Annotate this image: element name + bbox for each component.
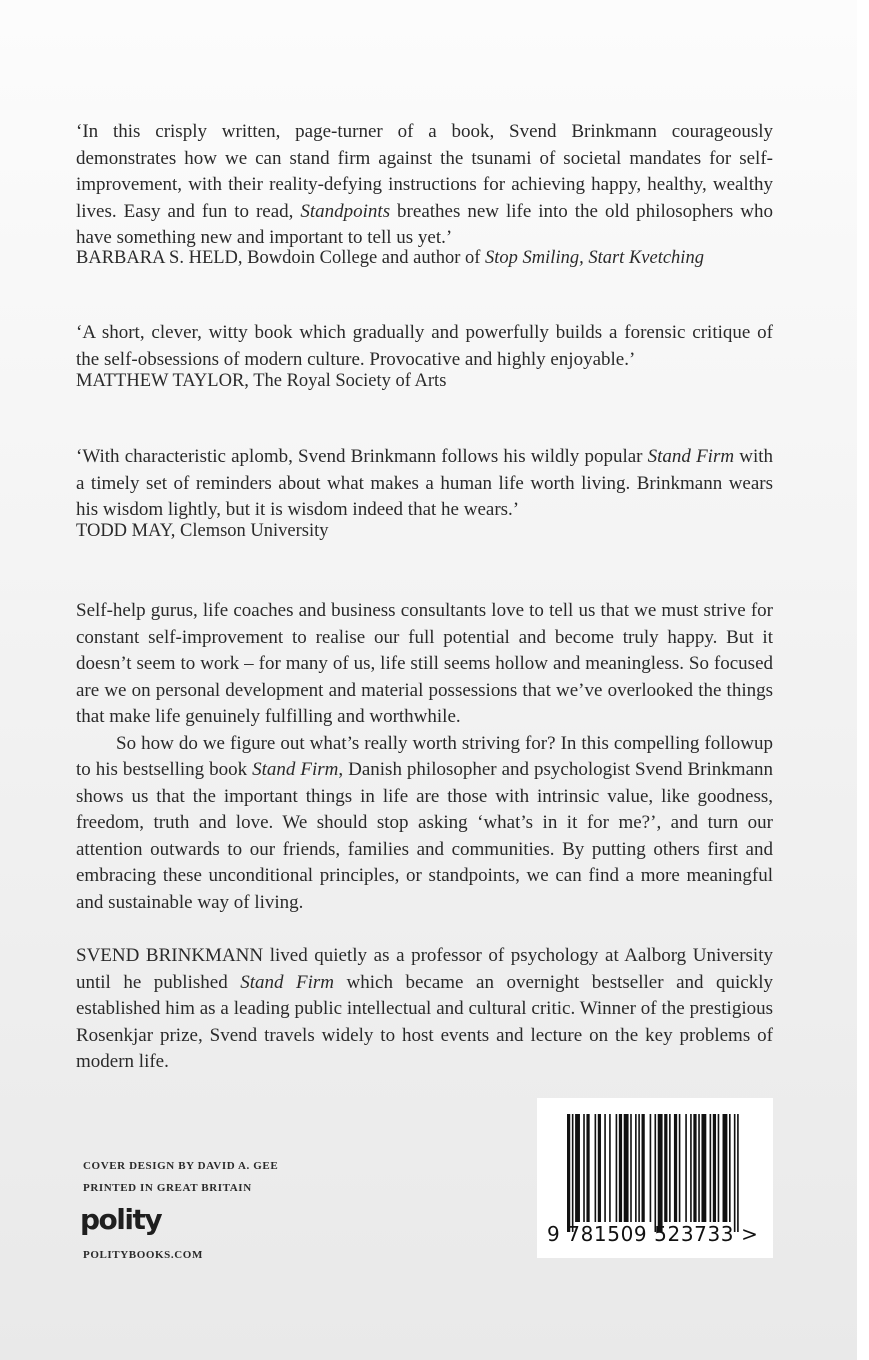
barcode-bar xyxy=(685,1114,687,1222)
cover-design-credit: COVER DESIGN BY DAVID A. GEE xyxy=(83,1160,279,1172)
barcode-bar xyxy=(575,1114,580,1222)
text-run: MATTHEW TAYLOR, The Royal Society of Arts xyxy=(76,371,447,391)
barcode-bar xyxy=(619,1114,622,1222)
barcode-bar xyxy=(642,1114,645,1222)
text-run: TODD MAY, Clemson University xyxy=(76,521,329,541)
barcode-bar xyxy=(674,1114,677,1222)
barcode-bar xyxy=(638,1114,640,1222)
barcode-bar xyxy=(635,1114,637,1222)
barcode-bar xyxy=(572,1114,574,1232)
text-run: ‘A short, clever, witty book which gradually and powerfully builds a forensic critique of the self-obsessions of modern culture. Provocative and highly enjoyable.’ xyxy=(76,322,773,370)
description-paragraph-1 xyxy=(76,598,773,731)
text-run: So how do we figure out what’s really worth striving for? In this compelling followup to his bestselling book xyxy=(76,732,773,780)
text-run: ‘In this crisply written, page-turner of a book, Svend Brinkmann courageously demonstrates how we can stand firm against the tsunami of societal mandates for self-improvement, with their reality-defying instructions for achieving happy, healthy, wealthy lives. Easy and fun to read, xyxy=(76,121,773,222)
barcode-bar xyxy=(693,1114,696,1222)
barcode-bar xyxy=(718,1114,720,1222)
isbn-number: 9 781509 523733 > xyxy=(547,1222,759,1246)
italic-title: Stop Smiling, Start Kvetching xyxy=(485,248,704,268)
italic-title: Stand Firm xyxy=(647,446,735,467)
barcode-bar xyxy=(701,1114,706,1222)
barcode-bar xyxy=(664,1114,667,1222)
italic-title: Stand Firm xyxy=(252,759,339,780)
barcode-bar xyxy=(616,1114,618,1222)
review-quote-1-text xyxy=(76,119,773,252)
description-paragraph-2 xyxy=(76,731,773,917)
printed-in-credit: PRINTED IN GREAT BRITAIN xyxy=(83,1182,252,1194)
barcode-bar xyxy=(669,1114,671,1222)
barcode-bar xyxy=(729,1114,731,1222)
barcode-bar xyxy=(654,1114,656,1232)
text-run: with a timely set of reminders about what makes a human life worth living. Brinkmann wears his wisdom lightly, but it is wisdom indeed that he wears.’ xyxy=(76,446,774,520)
author-bio xyxy=(76,943,773,1076)
review-quote-3-text xyxy=(76,444,773,524)
barcode-bar xyxy=(723,1114,728,1222)
text-run: Self-help gurus, life coaches and business consultants love to tell us that we must strive for constant self-improvement to realise our full potential and become truly happy. But it doesn’t seem to work – for many of us, life still seems hollow and meaningless. So focused are we on personal development and material possessions that we’ve overlooked the things that make life genuinely fulfilling and worthwhile. xyxy=(76,600,773,727)
barcode-bar xyxy=(658,1114,663,1232)
text-run: ‘With characteristic aplomb, Svend Brinkmann follows his wildly popular xyxy=(76,446,648,467)
barcode-bar xyxy=(624,1114,629,1222)
barcode-bar xyxy=(713,1114,716,1222)
text-run: which became an overnight bestseller and quickly established him as a leading public intellectual and cultural critic. Winner of the prestigious Rosenkjar prize, Svend travels widely to host events and lecture on the key problems of modern life. xyxy=(76,971,774,1072)
barcode-bar xyxy=(586,1114,589,1222)
text-run: breathes new life into the old philosophers who have something new and important to tell us yet.’ xyxy=(76,200,773,248)
text-run: BARBARA S. HELD, Bowdoin College and author of xyxy=(76,248,486,268)
italic-title: Standpoints xyxy=(300,200,391,222)
barcode-bar xyxy=(650,1114,652,1222)
review-quote-2-text xyxy=(76,320,773,373)
review-attribution-2 xyxy=(76,368,776,394)
barcode-bar xyxy=(567,1114,570,1232)
barcode-bar xyxy=(710,1114,712,1222)
book-description xyxy=(76,598,773,916)
barcode-bar xyxy=(734,1114,736,1232)
text-run: , Danish philosopher and psychologist Svend Brinkmann shows us that the important things in life are those with intrinsic value, like goodness, freedom, truth and love. We should stop asking ‘what’s in it for me?’, and turn our attention outwards to our friends, families and communities. By putting others first and embracing these unconditional principles, or standpoints, we can find a more meaningful and sustainable way of living. xyxy=(76,759,773,913)
barcode-bar xyxy=(737,1114,739,1232)
publisher-website: POLITYBOOKS.COM xyxy=(83,1249,203,1261)
barcode-bar xyxy=(598,1114,601,1222)
barcode-bar xyxy=(609,1114,611,1222)
polity-logo: polity xyxy=(80,1203,162,1236)
barcode-bar xyxy=(604,1114,606,1222)
page-edge xyxy=(857,0,869,1360)
barcode-bar xyxy=(583,1114,585,1222)
text-run: SVEND BRINKMANN lived quietly as a professor of psychology at Aalborg University until he published xyxy=(76,945,773,993)
review-attribution-1 xyxy=(76,245,776,271)
author-bio-text xyxy=(76,943,773,1076)
barcode-bar xyxy=(595,1114,597,1222)
italic-title: Stand Firm xyxy=(240,971,335,993)
isbn-barcode xyxy=(537,1098,773,1258)
barcode-bar xyxy=(630,1114,632,1222)
review-attribution-3 xyxy=(76,518,776,544)
barcode-bar xyxy=(690,1114,692,1222)
barcode-bar xyxy=(698,1114,700,1222)
barcode-bar xyxy=(679,1114,681,1222)
